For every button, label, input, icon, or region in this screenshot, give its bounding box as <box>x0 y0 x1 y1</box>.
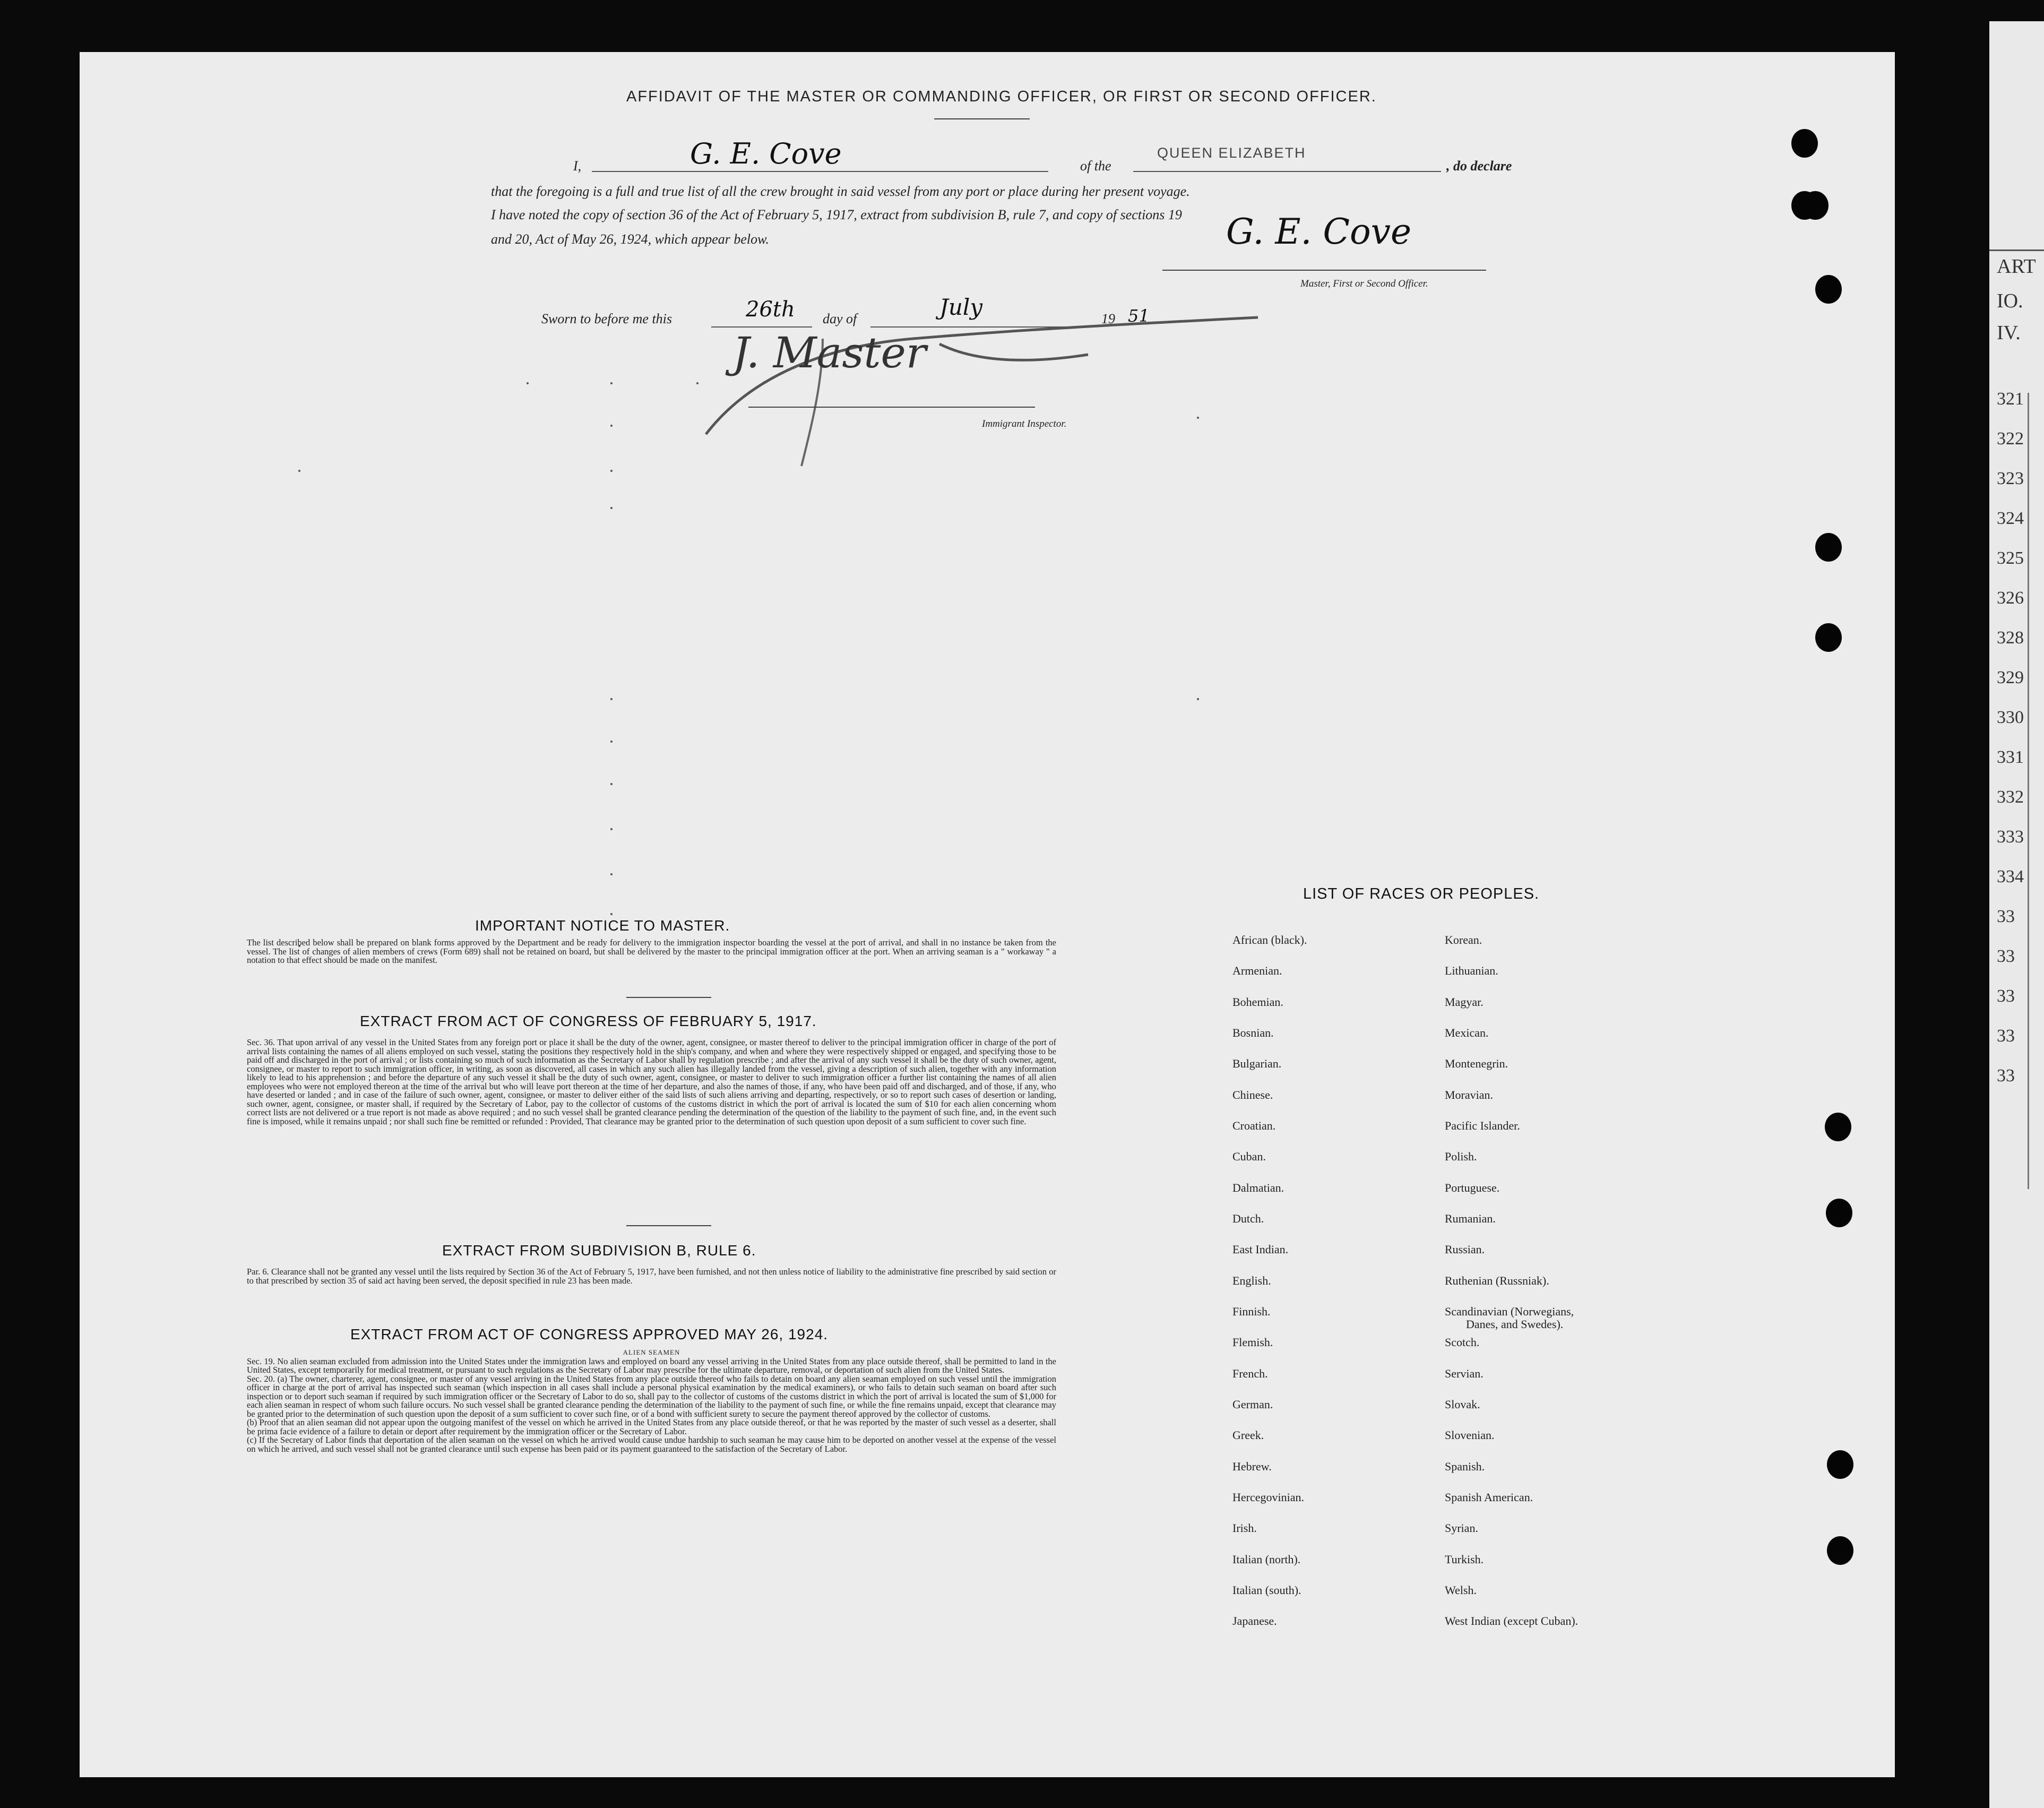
punch-hole <box>1825 1113 1851 1141</box>
strip-header: IV. <box>1997 322 2021 344</box>
declaration-line-2: that the foregoing is a full and true list of all the crew brought in said vessel from any port or place during her present voyage. <box>491 184 1190 199</box>
punch-hole <box>1826 1199 1852 1227</box>
strip-row-number: 321 <box>1997 389 2024 409</box>
punch-hole <box>1815 533 1842 562</box>
dot <box>610 828 613 830</box>
race-item: Irish. <box>1232 1521 1257 1535</box>
race-item: Turkish. <box>1445 1553 1484 1566</box>
strip-row-number: 334 <box>1997 867 2024 886</box>
sec-20b-text: (b) Proof that an alien seaman did not appear upon the outgoing manifest of the vessel on which he arrived in the United States from any place outside thereof, or that he was reported by the master of such vessel as a deserter, shall be prima facie evidence of a failure to detain or deport after requirement by the immigration officer or the Secretary of Labor. <box>247 1417 1056 1436</box>
strip-row-number: 325 <box>1997 548 2024 568</box>
dot <box>1197 698 1199 700</box>
race-item: Slovenian. <box>1445 1428 1495 1442</box>
extract-1917-title: EXTRACT FROM ACT OF CONGRESS OF FEBRUARY 5, 1917. <box>360 1013 817 1029</box>
affidavit-title: AFFIDAVIT OF THE MASTER OR COMMANDING OFFICER, OR FIRST OR SECOND OFFICER. <box>626 88 1377 105</box>
race-item: Lithuanian. <box>1445 964 1498 977</box>
extract-1917-text: Sec. 36. That upon arrival of any vessel in the United States from any foreign port or place it shall be the duty of the owner, agent, consignee, or master thereof to deliver to the principal immigration officer in charge of the port of arrival lists containing the names of all aliens employed on such vessel, stating the positions they respectively hold in the ship's company, and when and where they were respectively shipped or engaged, and specifying those to be paid off and discharged in the port of arrival ; or lists containing so much of such information as the Secretary of Labor shall by regulation prescribe ; and after the arrival of any such vessel it shall be the duty of such owner, agent, consignee, or master to report to such immigration officer, in writing, as soon as discovered, all cases in which any such alien has illegally landed from the vessel, giving a description of such alien, together with any information likely to lead to his apprehension ; and before the departure of any such vessel it shall be the duty of such owner, agent, consignee, or master to deliver to such immigration officer a further list containing the names of all alien employees who were not employed thereon at the time of the arrival but who will leave port thereon at the time of her departure, and also the names of those, if any, who have been paid off and discharged, and of those, if any, who have deserted or landed ; and in case of the failure of such owner, agent, consignee, or master to deliver either of the said lists of such aliens arriving and departing, respectively, or so to report such cases of desertion or landing, such owner, agent, consignee, or master shall, if required by the Secretary of Labor, pay to the collector of customs of the customs district in which the port of arrival is located the sum of $10 for each alien concerning whom correct lists are not delivered or a true report is not made as above required ; and no such vessel shall be granted clearance pending the determination of the question of the liability to the payment of such fine, and, in the event such fine is imposed, while it remains unpaid ; nor shall such fine be remitted or refunded : Provided, That clearance may be granted prior to the determination of such question upon deposit of a sum sufficient to cover such fine. <box>247 1037 1056 1126</box>
race-item: Hercegovinian. <box>1232 1491 1304 1504</box>
year-prefix: 19 <box>1101 311 1115 326</box>
race-item: Spanish. <box>1445 1460 1485 1473</box>
strip-row-number: 33 <box>1997 1066 2015 1086</box>
punch-hole <box>1815 623 1842 652</box>
adjacent-page-strip <box>1989 21 2044 1808</box>
strip-row-number: 332 <box>1997 787 2024 807</box>
inspector-signature: J. Master <box>732 328 927 377</box>
inspector-caption: Immigrant Inspector. <box>982 418 1067 429</box>
sworn-month: July <box>939 294 983 320</box>
race-item: Portuguese. <box>1445 1181 1500 1194</box>
notice-title: IMPORTANT NOTICE TO MASTER. <box>475 917 730 934</box>
race-item: Moravian. <box>1445 1088 1494 1101</box>
dot <box>610 873 613 875</box>
dot <box>696 382 698 384</box>
strip-header: ART <box>1997 255 2036 278</box>
subdivision-b-title: EXTRACT FROM SUBDIVISION B, RULE 6. <box>442 1242 756 1259</box>
strip-row-number: 328 <box>1997 628 2024 648</box>
dot <box>610 425 613 427</box>
punch-hole <box>1791 129 1818 158</box>
race-item: Magyar. <box>1445 995 1484 1009</box>
race-item: East Indian. <box>1232 1243 1289 1256</box>
punch-hole <box>1827 1536 1853 1565</box>
sec-19-text: Sec. 19. No alien seaman excluded from admission into the United States under the immigration laws and employed on board any vessel arriving in the United States from any place outside thereof, shall be permitted to land in the United States, except temporarily for medical treatment, or pursuant to such regulations as the Secretary of Labor may prescribe for the ultimate departure, removal, or deportation of such alien from the United States. <box>247 1356 1056 1375</box>
race-item: Finnish. <box>1232 1305 1271 1318</box>
race-item: German. <box>1232 1398 1273 1411</box>
race-item: Armenian. <box>1232 964 1282 977</box>
sec-20a-text: Sec. 20. (a) The owner, charterer, agent, consignee, or master of any vessel arriving in the United States from any place outside thereof who fails to detain on board any alien seaman employed on such vessel until the immigration officer in charge at the port of arrival has inspected such seaman (which inspection in all cases shall include a personal physical examination by the medical examiners), or who fails to detain such seaman on board after such inspection or to deport such seaman if required by such immigration officer or the Secretary of Labor to do so, shall pay to the collector of customs of the customs district in which the port of arrival is located the sum of $1,000 for each alien seaman in respect of whom such failure occurs. No such vessel shall be granted clearance pending the determination of the liability to the payment of such fine, or while the fine remains unpaid, except that clearance may be granted prior to the determination of such question upon the deposit of a sum sufficient to cover such fine, or of a bond with sufficient surety to secure the payment thereof approved by the collector of customs. <box>247 1373 1056 1419</box>
strip-row-number: 331 <box>1997 747 2024 767</box>
subdivision-b-text: Par. 6. Clearance shall not be granted any vessel until the lists required by Section 36 of the Act of February 5, 1917, have been furnished, and not then unless notice of liability to the administrative fine prescribed by said section or to that prescribed by section 35 of said act having been served, the deposit specified in rule 23 has been made. <box>247 1267 1056 1286</box>
race-item: Polish. <box>1445 1150 1477 1163</box>
race-item: Dutch. <box>1232 1212 1264 1225</box>
strip-row-number: 326 <box>1997 588 2024 608</box>
race-item: Bulgarian. <box>1232 1057 1282 1070</box>
race-item: Hebrew. <box>1232 1460 1272 1473</box>
do-declare-label: , do declare <box>1446 158 1512 174</box>
strip-divider <box>1989 249 2044 251</box>
day-of-label: day of <box>823 311 857 326</box>
dot <box>610 783 613 785</box>
race-item: Welsh. <box>1445 1583 1477 1597</box>
sec-20c-text: (c) If the Secretary of Labor finds that deportation of the alien seaman on the vessel on which he arrived would cause undue hardship to such seaman he may cause him to be deported on another vessel at the expense of the vessel on which he arrived, and such vessel shall not be granted clearance until such expense has been paid or its payment guaranteed to the satisfaction of the Secretary of Labor. <box>247 1435 1056 1454</box>
vessel-name: QUEEN ELIZABETH <box>1157 145 1306 161</box>
race-item: Italian (north). <box>1232 1553 1301 1566</box>
race-item: Scandinavian (Norwegians, <box>1445 1305 1574 1318</box>
race-item: Japanese. <box>1232 1614 1277 1628</box>
punch-hole <box>1815 275 1842 304</box>
strip-row-number: 329 <box>1997 668 2024 687</box>
strip-row-number: 330 <box>1997 708 2024 727</box>
section-rule <box>626 997 711 998</box>
dot <box>610 507 613 509</box>
strip-vertical-rule <box>2028 393 2029 1189</box>
dot <box>610 382 613 384</box>
dot <box>610 741 613 743</box>
extract-1924-body <box>247 1348 1056 1453</box>
strip-row-number: 333 <box>1997 827 2024 847</box>
master-signature-rule <box>1162 270 1486 271</box>
strip-header: IO. <box>1997 290 2023 312</box>
dot <box>610 698 613 700</box>
extract-1924-title: EXTRACT FROM ACT OF CONGRESS APPROVED MAY 26, 1924. <box>350 1326 829 1342</box>
dot <box>1197 417 1199 419</box>
dot <box>527 382 529 384</box>
strip-row-number: 33 <box>1997 1026 2015 1046</box>
race-item: Bosnian. <box>1232 1026 1274 1039</box>
declaration-line-3: I have noted the copy of section 36 of the Act of February 5, 1917, extract from subdivision B, rule 7, and copy of sections 19 <box>491 207 1182 222</box>
declarant-prefix: I, <box>573 158 582 174</box>
race-item: Croatian. <box>1232 1119 1276 1132</box>
declarant-signature: G. E. Cove <box>690 137 842 170</box>
race-item: West Indian (except Cuban). <box>1445 1614 1579 1628</box>
alien-seamen-subtitle: ALIEN SEAMEN <box>623 1348 680 1356</box>
race-item: Montenegrin. <box>1445 1057 1508 1070</box>
dot <box>610 470 613 472</box>
race-item: Servian. <box>1445 1367 1484 1380</box>
sworn-day: 26th <box>746 297 795 322</box>
race-item: Flemish. <box>1232 1336 1273 1349</box>
races-title: LIST OF RACES OR PEOPLES. <box>1303 885 1540 902</box>
race-item: Bohemian. <box>1232 995 1283 1009</box>
race-item: Italian (south). <box>1232 1583 1301 1597</box>
race-item-continuation: Danes, and Swedes). <box>1466 1318 1564 1331</box>
race-item: Greek. <box>1232 1428 1264 1442</box>
document-page <box>80 52 1895 1777</box>
race-item: Spanish American. <box>1445 1491 1533 1504</box>
race-item: Dalmatian. <box>1232 1181 1284 1194</box>
strip-row-number: 322 <box>1997 429 2024 449</box>
race-item: Slovak. <box>1445 1398 1480 1411</box>
race-item: Ruthenian (Russniak). <box>1445 1274 1549 1287</box>
master-signature: G. E. Cove <box>1226 211 1412 252</box>
race-item: English. <box>1232 1274 1271 1287</box>
notice-text: The list described below shall be prepared on blank forms approved by the Department and be ready for delivery to the immigration inspector boarding the vessel at the port of arrival, and shall in no instance be taken from the vessel. The list of changes of alien members of crews (Form 689) shall not be retained on board, but shall be delivered by the master to the principal immigration officer at the port. When an arriving seaman is a " workaway " a notation to that effect should be made on the manifest. <box>247 937 1056 965</box>
race-item: Chinese. <box>1232 1088 1273 1101</box>
race-item: French. <box>1232 1367 1268 1380</box>
race-item: Mexican. <box>1445 1026 1489 1039</box>
dot <box>298 470 300 472</box>
master-caption: Master, First or Second Officer. <box>1300 278 1428 289</box>
race-item: Russian. <box>1445 1243 1485 1256</box>
race-item: Scotch. <box>1445 1336 1480 1349</box>
title-rule <box>934 118 1030 119</box>
race-item: Cuban. <box>1232 1150 1266 1163</box>
race-item: Korean. <box>1445 933 1482 946</box>
strip-row-number: 33 <box>1997 986 2015 1006</box>
of-the-label: of the <box>1080 158 1111 174</box>
strip-row-number: 324 <box>1997 509 2024 528</box>
strip-row-number: 33 <box>1997 946 2015 966</box>
inspector-signature-rule <box>748 407 1035 408</box>
declaration-line-4: and 20, Act of May 26, 1924, which appear below. <box>491 231 770 247</box>
race-item: Rumanian. <box>1445 1212 1496 1225</box>
strip-row-number: 33 <box>1997 907 2015 926</box>
race-item: African (black). <box>1232 933 1307 946</box>
race-item: Syrian. <box>1445 1521 1478 1535</box>
punch-hole <box>1802 191 1829 220</box>
punch-hole <box>1827 1450 1853 1479</box>
section-rule <box>626 1225 711 1226</box>
strip-row-number: 323 <box>1997 469 2024 488</box>
sworn-prefix: Sworn to before me this <box>541 311 672 326</box>
sworn-year: 51 <box>1128 306 1150 326</box>
dot <box>610 913 613 915</box>
race-item: Pacific Islander. <box>1445 1119 1520 1132</box>
